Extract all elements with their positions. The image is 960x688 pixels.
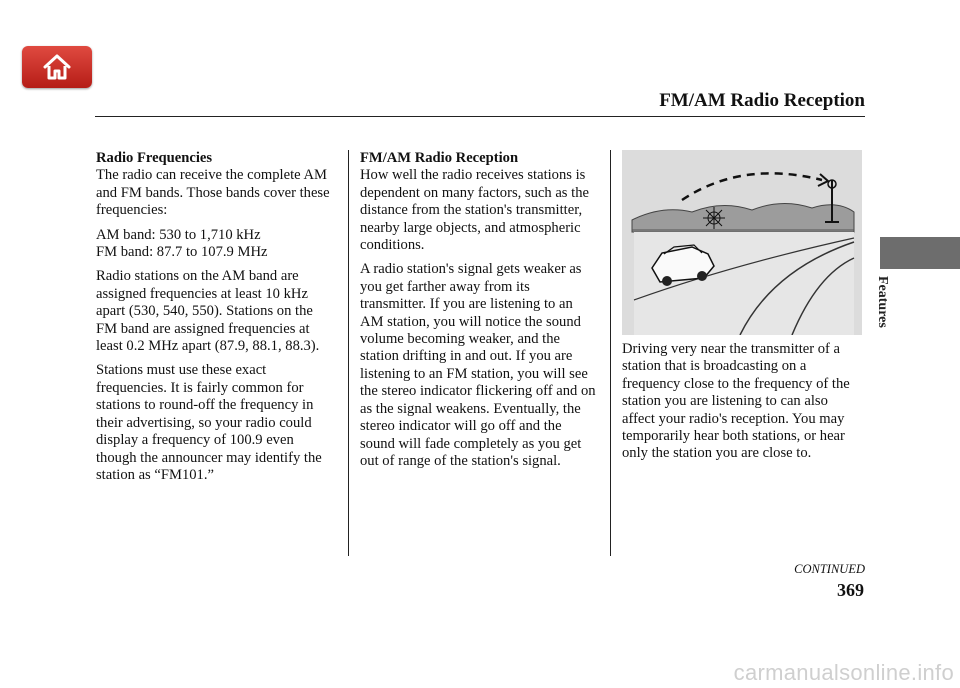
- paragraph: Driving very near the transmitter of a station that is broadcasting on a frequency close to the frequency of the station you are listening to can also affect your radio's reception. You may temporarily hear both stations, or hear only the station you are close to.: [622, 341, 850, 462]
- paragraph: The radio can receive the complete AM and FM bands. Those bands cover these frequencies:: [96, 167, 330, 219]
- header-divider: [95, 116, 865, 117]
- paragraph: FM band: 87.7 to 107.9 MHz: [96, 244, 268, 261]
- paragraph: Stations must use these exact frequencies. It is fairly common for stations to round-off the frequency in their advertising, so your radio could display a frequency of 100.9 even though the announcer may identify the station as “FM101.”: [96, 362, 322, 483]
- radio-reception-illustration: [622, 150, 862, 335]
- paragraph: A radio station's signal gets weaker as you get farther away from its transmitter. If you are listening to an AM station, you will notice the sound volume becoming weaker, and the station drifting in and out. If you are listening to an FM station, you will see the stereo indicator flickering off and on as the signal weakens. Eventually, the stereo indicator will go off and the sound will fade completely as you get out of range of the station's signal.: [360, 261, 596, 469]
- paragraph: How well the radio receives stations is dependent on many factors, such as the distance from the station's transmitter, nearby large objects, and atmospheric conditions.: [360, 167, 589, 254]
- column-divider: [610, 150, 611, 556]
- section-label: Features: [875, 276, 890, 328]
- continued-label: CONTINUED: [794, 562, 865, 576]
- page-title: FM/AM Radio Reception: [659, 90, 865, 111]
- paragraph: Radio stations on the AM band are assigned frequencies at least 10 kHz apart (530, 540, 550). Stations on the FM band are assigned frequencies at least 0.2 MHz apart (87.9, 88.1, 88.3).: [96, 268, 320, 355]
- section-heading: FM/AM Radio Reception: [360, 150, 519, 166]
- page-number: 369: [837, 580, 864, 600]
- column-reception: [360, 150, 598, 477]
- section-tab[interactable]: [880, 237, 960, 269]
- column-radio-frequencies: [96, 150, 334, 491]
- paragraph: AM band: 530 to 1,710 kHz: [96, 226, 261, 243]
- home-icon: [41, 53, 73, 81]
- section-heading: Radio Frequencies: [96, 150, 213, 166]
- column-transmitter-interference: [622, 341, 860, 470]
- illustration-drawing: [622, 150, 862, 335]
- home-button[interactable]: [22, 46, 92, 88]
- column-divider: [348, 150, 349, 556]
- watermark: carmanualsonline.info: [733, 660, 954, 685]
